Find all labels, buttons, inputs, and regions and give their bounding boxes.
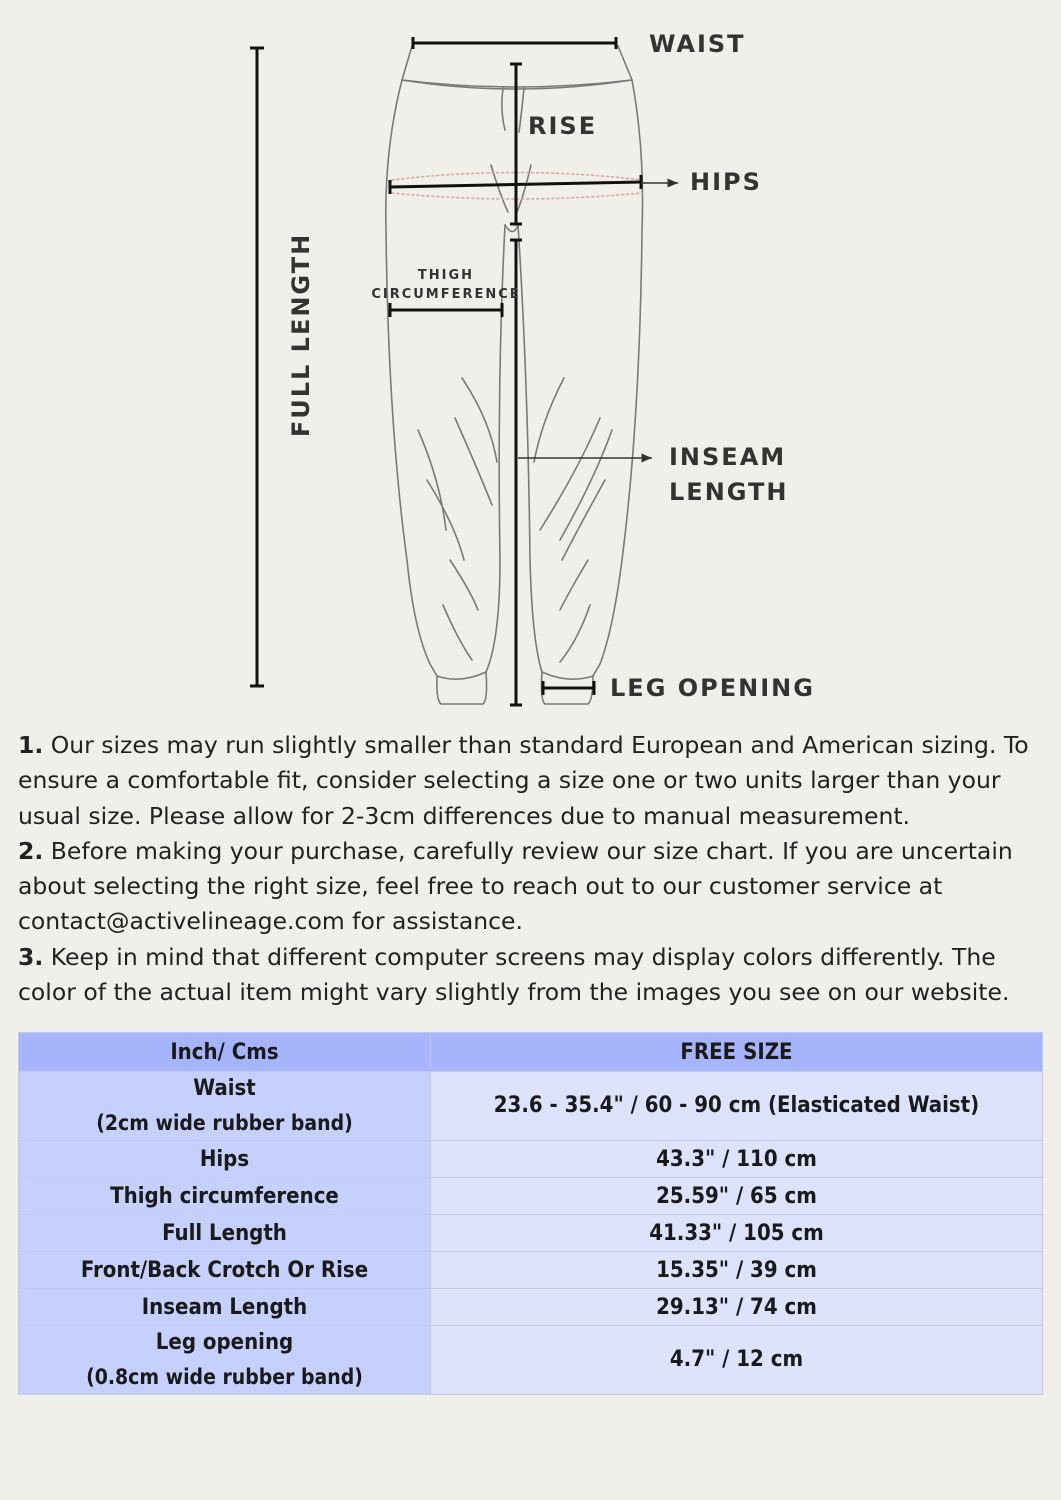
row-label: Front/Back Crotch Or Rise [19,1252,431,1289]
table-row [19,1072,1043,1141]
inseam-label-line2: LENGTH [669,478,789,506]
note-2 [18,834,1043,940]
row-value: 4.7" / 12 cm [431,1326,1043,1395]
rise-label: RISE [528,112,598,140]
row-value: 41.33" / 105 cm [431,1215,1043,1252]
hips-label: HIPS [690,168,762,196]
sizing-notes [18,728,1043,1010]
full-length-label: FULL LENGTH [287,232,315,438]
note-number: 2. [18,836,44,865]
note-3 [18,940,1043,1011]
table-header-row [19,1033,1043,1072]
row-value: 15.35" / 39 cm [431,1252,1043,1289]
inseam-label-line1: INSEAM [669,443,787,471]
note-1 [18,728,1043,834]
note-text: Before making your purchase, carefully review our size chart. If you are uncertain about selecting the right size, feel free to reach out to our customer service at contact@activelineage.com for assistance. [18,836,1013,936]
row-label-main: Leg opening [155,1330,294,1355]
note-text: Keep in mind that different computer screens may display colors differently. The color of the actual item might vary slightly from the images you see on our website. [18,942,1010,1007]
size-chart-table [18,1032,1043,1395]
row-label-main: Waist [193,1076,256,1101]
table-row [19,1141,1043,1178]
row-value: 43.3" / 110 cm [431,1141,1043,1178]
row-value: 25.59" / 65 cm [431,1178,1043,1215]
row-value: 29.13" / 74 cm [431,1289,1043,1326]
waist-label: WAIST [649,30,746,58]
column-header: Inch/ Cms [19,1033,431,1072]
row-label: Hips [19,1141,431,1178]
row-sublabel: (0.8cm wide rubber band) [86,1365,363,1389]
row-sublabel: (2cm wide rubber band) [96,1111,353,1135]
column-header: FREE SIZE [431,1033,1043,1072]
leg-opening-label: LEG OPENING [610,674,815,702]
row-label [19,1326,431,1395]
table-row [19,1289,1043,1326]
note-number: 3. [18,942,44,971]
row-label: Thigh circumference [19,1178,431,1215]
note-number: 1. [18,731,44,759]
table-row [19,1252,1043,1289]
note-text: Our sizes may run slightly smaller than standard European and American sizing. To ensure a comfortable fit, consider selecting a size one or two units larger than your usual size. Please allow for 2-3cm differences due to manual measurement. [18,731,1029,830]
pants-illustration [386,46,643,704]
table-row [19,1178,1043,1215]
thigh-label-line1: THIGH [417,268,475,283]
row-value: 23.6 - 35.4" / 60 - 90 cm (Elasticated Waist) [431,1072,1043,1141]
table-row [19,1215,1043,1252]
row-label: Inseam Length [19,1289,431,1326]
row-label [19,1072,431,1141]
pants-measurement-diagram [0,0,1061,720]
thigh-label-line2: CIRCUMFERENCE [371,287,521,302]
table-row [19,1326,1043,1395]
row-label: Full Length [19,1215,431,1252]
